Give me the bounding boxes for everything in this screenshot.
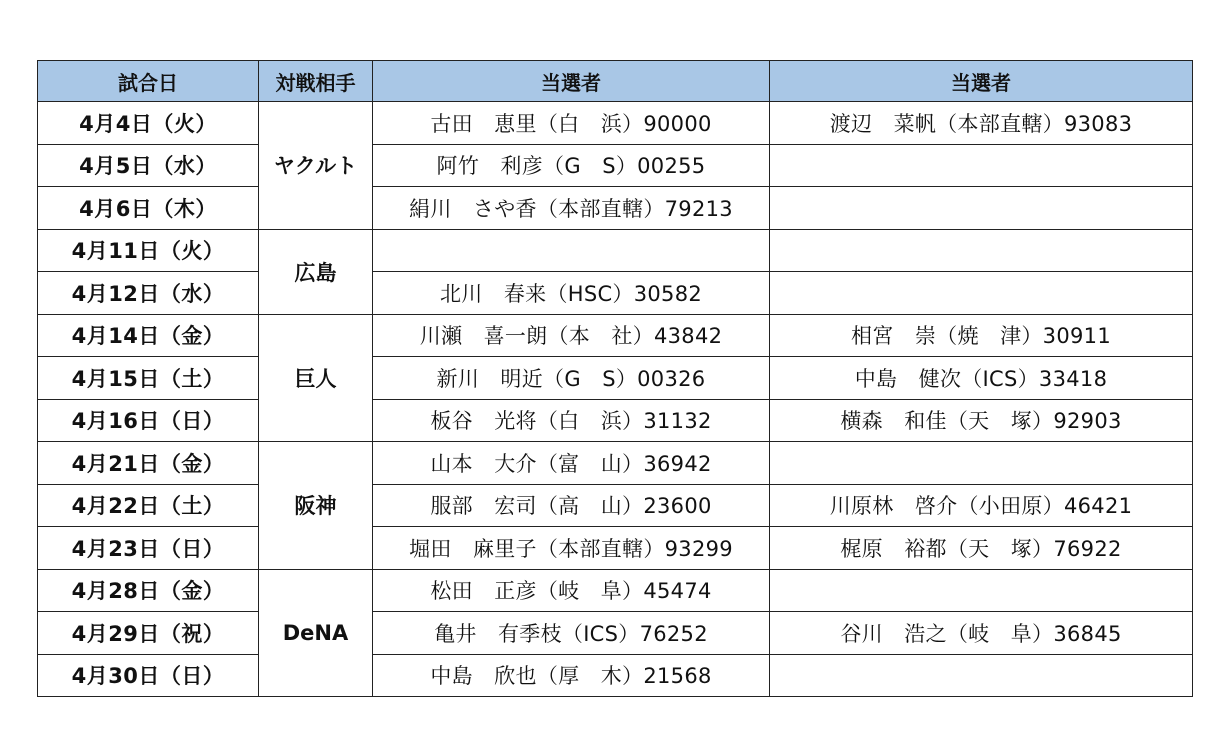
game-date: 4月15日（土） [38,357,259,400]
opponent-cell: 広島 [259,229,373,314]
game-date: 4月21日（金） [38,442,259,485]
winner-2-cell: 中島 健次（ICS）33418 [770,357,1193,400]
table-body [38,102,1193,697]
game-date: 4月30日（日） [38,654,259,697]
table-row [38,272,1193,315]
winner-1-cell: 川瀬 喜一朗（本 社）43842 [373,314,770,357]
winner-2-cell [770,187,1193,230]
opponent-cell: ヤクルト [259,102,373,230]
winner-1-cell [373,229,770,272]
header-row [38,61,1193,102]
winner-1-cell: 新川 明近（G S）00326 [373,357,770,400]
winner-2-cell [770,654,1193,697]
winner-2-cell: 川原林 啓介（小田原）46421 [770,484,1193,527]
winner-2-cell: 梶原 裕都（天 塚）76922 [770,527,1193,570]
game-date: 4月28日（金） [38,569,259,612]
winners-table [37,60,1193,697]
table-row [38,187,1193,230]
header-opponent: 対戦相手 [259,61,373,102]
game-date: 4月12日（水） [38,272,259,315]
table-row [38,102,1193,145]
game-date: 4月29日（祝） [38,612,259,655]
game-date: 4月22日（土） [38,484,259,527]
table-row [38,144,1193,187]
winner-2-cell: 横森 和佳（天 塚）92903 [770,399,1193,442]
winner-1-cell: 北川 春来（HSC）30582 [373,272,770,315]
winner-1-cell: 中島 欣也（厚 木）21568 [373,654,770,697]
table-row [38,399,1193,442]
table-row [38,484,1193,527]
winner-1-cell: 絹川 さや香（本部直轄）79213 [373,187,770,230]
winner-2-cell [770,272,1193,315]
winner-1-cell: 亀井 有季枝（ICS）76252 [373,612,770,655]
header-date: 試合日 [38,61,259,102]
opponent-cell: 巨人 [259,314,373,442]
game-date: 4月5日（水） [38,144,259,187]
table-header [38,61,1193,102]
winner-2-cell [770,144,1193,187]
table-row [38,357,1193,400]
winner-2-cell: 谷川 浩之（岐 阜）36845 [770,612,1193,655]
winner-1-cell: 服部 宏司（高 山）23600 [373,484,770,527]
header-winner-1: 当選者 [373,61,770,102]
winner-2-cell [770,569,1193,612]
table-row [38,612,1193,655]
table-row [38,442,1193,485]
opponent-cell: 阪神 [259,442,373,570]
table-row [38,654,1193,697]
game-date: 4月4日（火） [38,102,259,145]
winner-2-cell: 渡辺 菜帆（本部直轄）93083 [770,102,1193,145]
table-row [38,314,1193,357]
table-row [38,569,1193,612]
winner-1-cell: 阿竹 利彦（G S）00255 [373,144,770,187]
game-date: 4月14日（金） [38,314,259,357]
game-date: 4月11日（火） [38,229,259,272]
winner-2-cell [770,229,1193,272]
winner-1-cell: 古田 恵里（白 浜）90000 [373,102,770,145]
game-date: 4月6日（木） [38,187,259,230]
winner-1-cell: 山本 大介（富 山）36942 [373,442,770,485]
table-row [38,527,1193,570]
table-row [38,229,1193,272]
winner-2-cell [770,442,1193,485]
opponent-cell: DeNA [259,569,373,697]
winner-1-cell: 板谷 光将（白 浜）31132 [373,399,770,442]
header-winner-2: 当選者 [770,61,1193,102]
game-date: 4月16日（日） [38,399,259,442]
winner-1-cell: 松田 正彦（岐 阜）45474 [373,569,770,612]
winner-1-cell: 堀田 麻里子（本部直轄）93299 [373,527,770,570]
game-date: 4月23日（日） [38,527,259,570]
winner-2-cell: 相宮 崇（焼 津）30911 [770,314,1193,357]
